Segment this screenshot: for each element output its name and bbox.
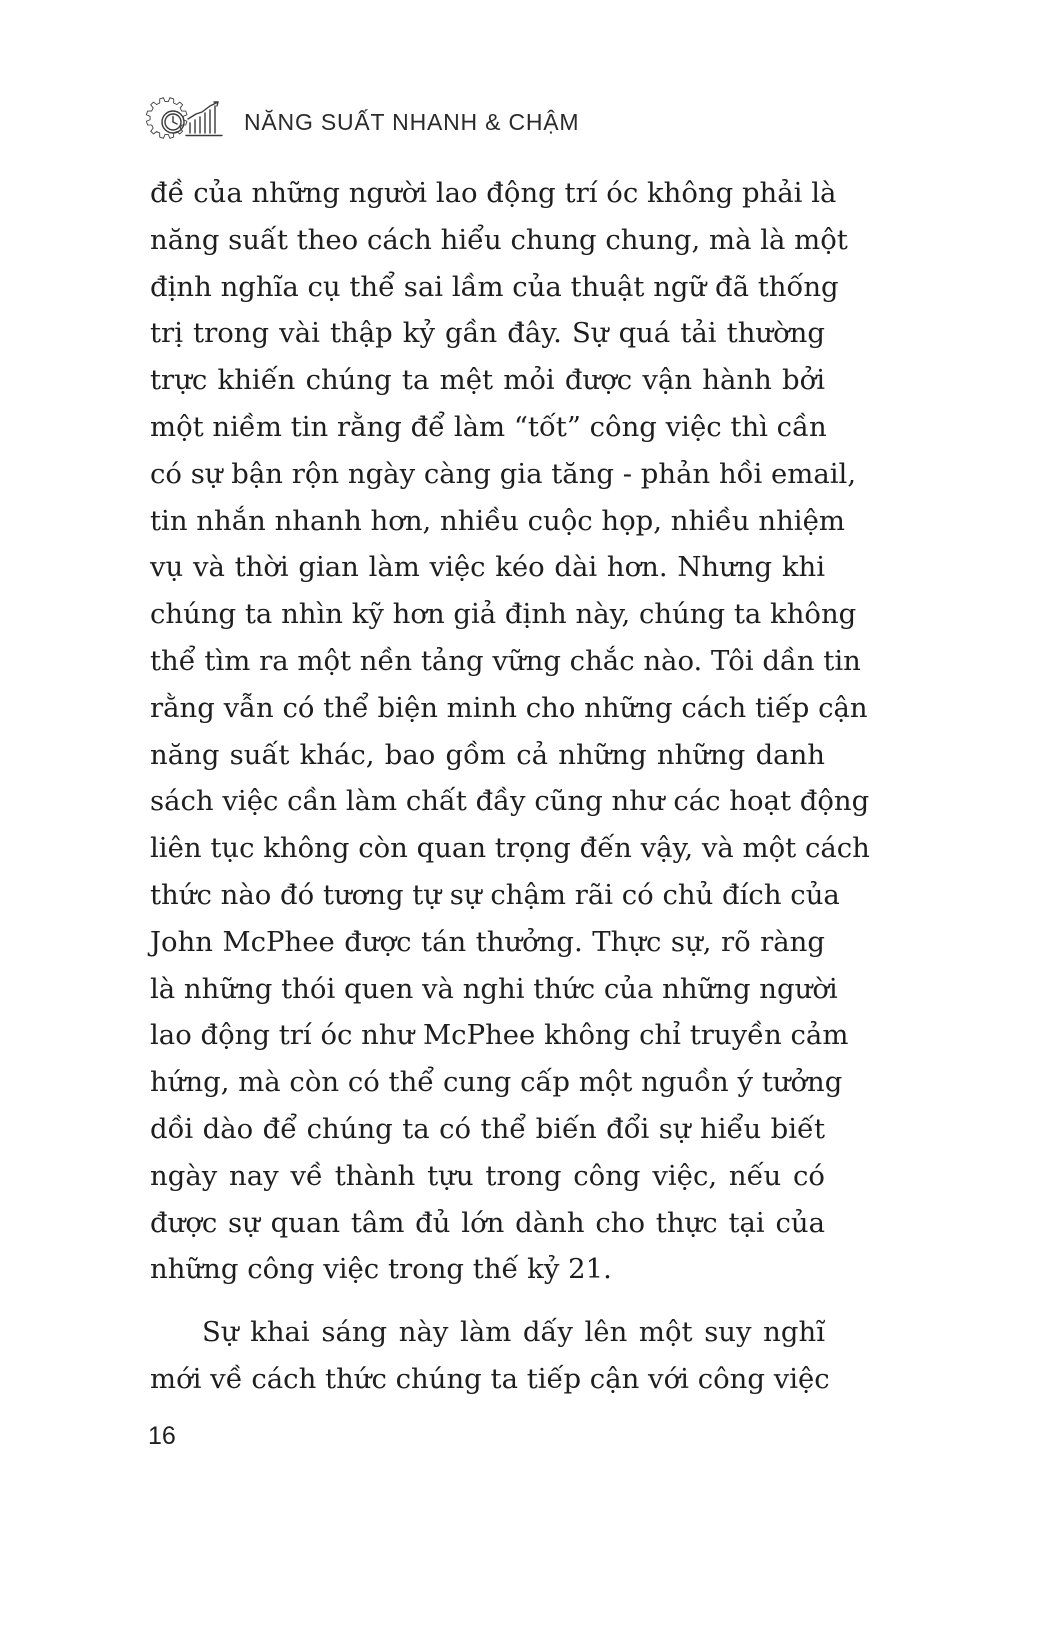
text-line: chúng ta nhìn kỹ hơn giả định này, chúng ta không xyxy=(150,598,857,631)
text-line: tin nhắn nhanh hơn, nhiều cuộc họp, nhiều nhiệm xyxy=(150,504,845,537)
body-text xyxy=(150,170,870,1403)
text-line: John McPhee được tán thưởng. Thực sự, rõ ràng xyxy=(150,925,825,958)
text-line: mới về cách thức chúng ta tiếp cận với công việc xyxy=(150,1362,830,1395)
text-line: rằng vẫn có thể biện minh cho những cách tiếp cận xyxy=(150,691,868,724)
text-line: thức nào đó tương tự sự chậm rãi có chủ đích của xyxy=(150,878,840,911)
text-line: năng suất khác, bao gồm cả những những danh xyxy=(150,738,825,771)
text-line: Sự khai sáng này làm dấy lên một suy nghĩ xyxy=(202,1316,825,1349)
text-line: dồi dào để chúng ta có thể biến đổi sự hiểu biết xyxy=(150,1112,825,1145)
gear-clock-chart-icon xyxy=(146,92,232,152)
text-line: sách việc cần làm chất đầy cũng như các hoạt động xyxy=(150,785,870,818)
text-line: thể tìm ra một nền tảng vững chắc nào. Tôi dần tin xyxy=(150,644,861,677)
text-line: một niềm tin rằng để làm “tốt” công việc thì cần xyxy=(150,410,827,443)
text-line: liên tục không còn quan trọng đến vậy, và một cách xyxy=(150,832,870,865)
paragraph-spacer xyxy=(150,1293,825,1309)
text-line: định nghĩa cụ thể sai lầm của thuật ngữ đã thống xyxy=(150,270,839,303)
text-line: hứng, mà còn có thể cung cấp một nguồn ý tưởng xyxy=(150,1066,843,1099)
paragraph xyxy=(150,170,870,1293)
paragraph xyxy=(150,1309,830,1403)
text-line: trị trong vài thập kỷ gần đây. Sự quá tải thường xyxy=(150,317,825,350)
text-line: vụ và thời gian làm việc kéo dài hơn. Nhưng khi xyxy=(150,551,825,584)
running-header xyxy=(146,92,579,152)
text-line: năng suất theo cách hiểu chung chung, mà là một xyxy=(150,223,848,256)
text-line: đề của những người lao động trí óc không phải là xyxy=(150,177,837,209)
running-header-title: NĂNG SUẤT NHANH & CHẬM xyxy=(244,108,580,135)
text-line: có sự bận rộn ngày càng gia tăng - phản hồi email, xyxy=(150,457,857,490)
text-line: được sự quan tâm đủ lớn dành cho thực tại của xyxy=(150,1206,825,1239)
text-line: những công việc trong thế kỷ 21. xyxy=(150,1253,612,1286)
text-line: trực khiến chúng ta mệt mỏi được vận hành bởi xyxy=(150,364,825,397)
text-line: ngày nay về thành tựu trong công việc, nếu có xyxy=(150,1159,825,1192)
page-number: 16 xyxy=(148,1422,176,1450)
text-line: là những thói quen và nghi thức của những người xyxy=(150,972,838,1005)
text-line: lao động trí óc như McPhee không chỉ truyền cảm xyxy=(150,1019,849,1052)
